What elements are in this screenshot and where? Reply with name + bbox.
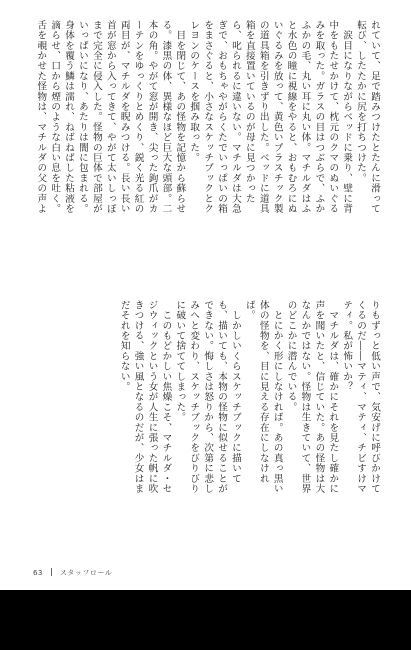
page-number: 63 [33,569,43,577]
page-footer [33,568,112,578]
text-block-bottom: りもずっと低い声で、気安げに呼びかけて くるのだ――マティ、マティ、チビすけマ ティ。私が怖いか？ マチルダは、確かにそれを見たし確かに 声を聞いたと、信じていた。あの怪物は大 なんかではない。怪物は生きていて、世界 のどこかに潜んでいる。 とにかく形にしなければ。あの真っ黒い 体の怪物を、目に見える存在にしなけれ ば。 しかしいくらスケッチブックに描いて も、描いても、本物の怪物に似せることが できない。悔しさは怒りから、次第に悲し みへと変わり、スケッチブックをびりびり に破いて捨ててしまった。 このもどかしい焦燥こそ、マチルダ・セ ジウィックという女が人生に張った帆に吹 きつける、強い風となるのだが、少女はま だそれを知らない。 [118,300,380,494]
section-title: スタッフロール [59,569,113,577]
text-block-top: れていて、足で踏みつけたとたんに滑って 転び、したたかに尻を打ちつけた。 涙目になりながらベッドに乗り、壁に背 中をもたせかけて、枕元のクマのぬいぐる みを取った。ガラスの目はつぶらで、ふか ふかの毛、丸い耳に丸い体。マチルダはふ と水色の瞳に視線をやると、おもむろにぬ いぐるみを放って、黄色いプラスチック製 の道具箱を引きずり出した。ベッドに道具 箱を直接置いているのが母に見つかった ら、叱られるに違いない。マチルダは大急 ぎで、おもちゃやがらくたでいっぱいの箱 をまさぐると、小さなスケッチブックとク レヨンのケースを掴み取った。 目を閉じて、あの怪物を記憶から蘇らせ る。漆黒の体、異様なほど巨大な頭部。二 本の角。やがて窓が開き、尖った鉤爪がカ ーテンをゆっくりとめくり、鋭く光る紅の 両目が、マチルダを睨みつける。長い長い 首が窓から入ってきて、やがて太いしっぽ まで完全に侵入した。怪物の巨体で部屋が いっぱいになり、あたりは闇に包まれる。 身体を覆う鱗は濡れ、ねばねばした粘液を 滴らせ、口から煙のような白い息を吐く。 舌を覗かせた怪物は、マチルダの父の声よ [35,20,380,214]
footer-divider [51,568,52,576]
bottom-margin [0,590,411,650]
